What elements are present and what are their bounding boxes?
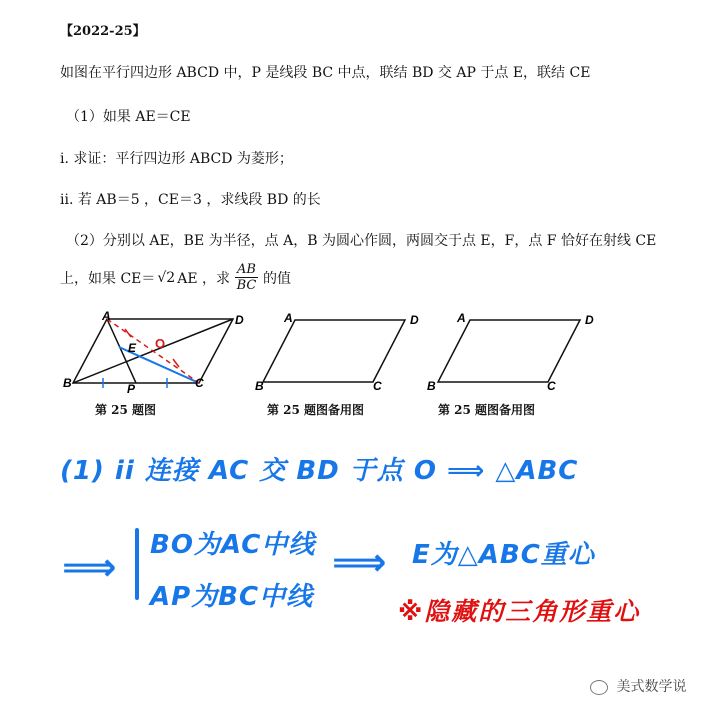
- note-line3: AP为BC中线: [150, 582, 314, 612]
- part1-sub-ii: ii. 若 AB＝5 ，CE＝3 ，求线段 BD 的长: [60, 192, 321, 208]
- fraction-numerator: AB: [237, 262, 256, 277]
- caption-figure-main: 第 25 题图: [95, 403, 157, 417]
- sqrt-two: √2: [157, 269, 176, 286]
- note-arrow-1: ⟹: [62, 545, 118, 589]
- part2-line2: [60, 262, 291, 293]
- note-line2: BO为AC中线: [150, 530, 316, 560]
- note-red: ※隐藏的三角形重心: [398, 597, 641, 626]
- watermark: [590, 676, 686, 696]
- caption-figure-spare-2: 第 25 题图备用图: [438, 403, 536, 417]
- part1-sub-i: i. 求证：平行四边形 ABCD 为菱形；: [60, 151, 293, 167]
- wechat-icon: [590, 680, 608, 695]
- label-b: B: [255, 379, 264, 393]
- label-a: A: [457, 311, 466, 325]
- fraction: [235, 262, 258, 293]
- label-d: D: [235, 313, 244, 327]
- figure-spare-1: [255, 308, 430, 393]
- label-o: O: [155, 336, 166, 351]
- problem-tag: 【2022-25】: [60, 24, 146, 39]
- problem-intro: 如图在平行四边形 ABCD 中，P 是线段 BC 中点，联结 BD 交 AP 于点 E，联结 CE: [60, 65, 591, 81]
- label-c: C: [547, 379, 556, 393]
- note-brace: [135, 528, 139, 600]
- part2-line1: （2）分别以 AE，BE 为半径，点 A，B 为圆心作圆，两圆交于点 E，F，点 F 恰好在射线 CE: [66, 233, 657, 249]
- label-b: B: [427, 379, 436, 393]
- label-a: A: [102, 309, 111, 323]
- part2-line2-pre: 上，如果 CE＝: [60, 270, 156, 287]
- label-b: B: [63, 376, 72, 390]
- note-line1: (1) ii 连接 AC 交 BD 于点 O ⟹ △ABC: [60, 456, 579, 486]
- parallelogram-abcd: [438, 320, 580, 382]
- label-c: C: [373, 379, 382, 393]
- tick-mark: [125, 329, 131, 337]
- parallelogram-abcd: [263, 320, 405, 382]
- figure-spare-2: [425, 308, 605, 393]
- note-arrow-2: ⟹: [332, 540, 388, 584]
- label-d: D: [410, 313, 419, 327]
- part1-condition: （1）如果 AE＝CE: [66, 109, 191, 125]
- figure-main: [55, 305, 255, 395]
- part2-line2-post: 的值: [262, 270, 291, 287]
- label-c: C: [195, 376, 204, 390]
- part2-line2-mid: AE ，求: [177, 270, 230, 287]
- watermark-text: 美式数学说: [616, 679, 687, 695]
- label-p: P: [127, 382, 136, 395]
- label-d: D: [585, 313, 594, 327]
- caption-figure-spare-1: 第 25 题图备用图: [267, 403, 365, 417]
- fraction-denominator: BC: [236, 278, 257, 293]
- note-line4: E为△ABC重心: [412, 540, 595, 570]
- label-a: A: [284, 311, 293, 325]
- label-e: E: [128, 341, 137, 355]
